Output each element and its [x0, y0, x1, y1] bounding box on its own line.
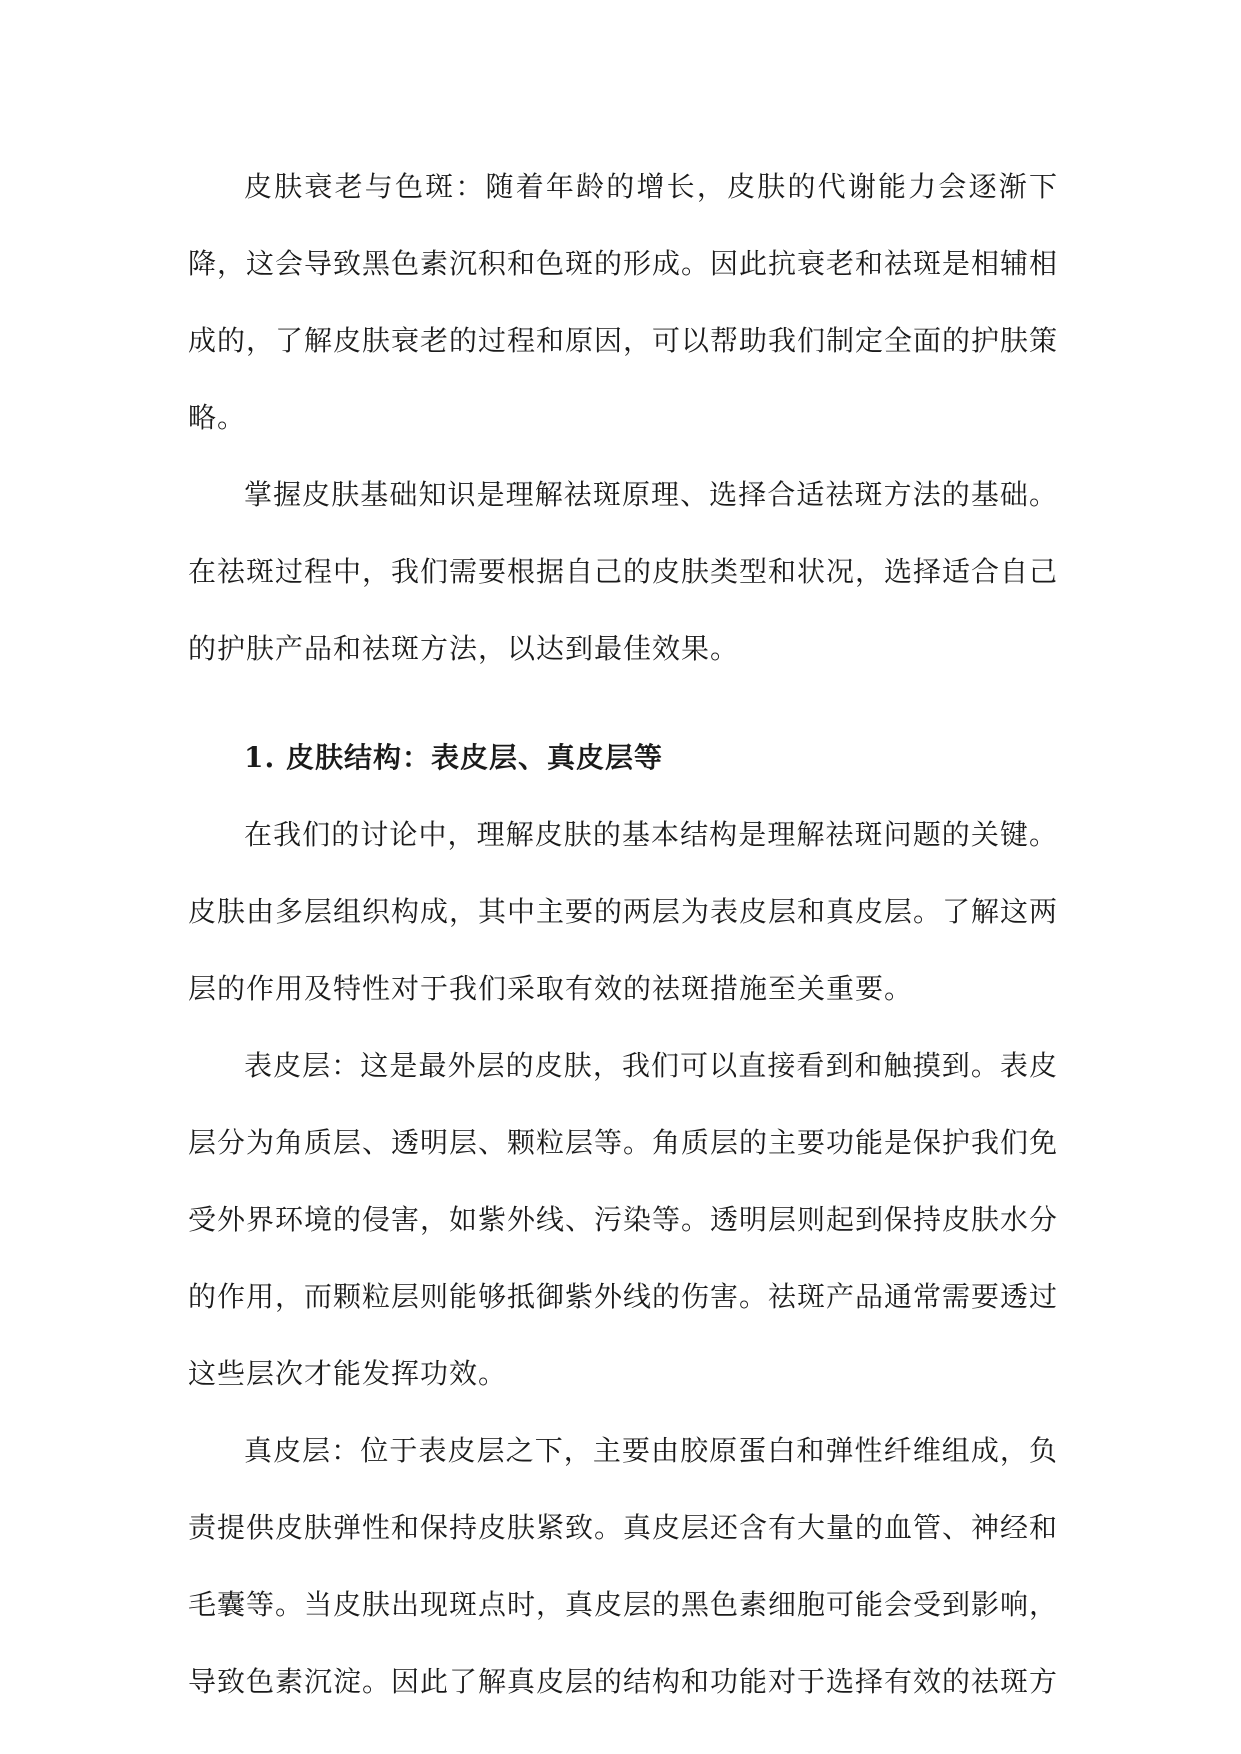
document-body — [188, 148, 1058, 1720]
section-heading-skin-structure: 1. 皮肤结构：表皮层、真皮层等 — [244, 741, 663, 774]
paragraph-epidermis: 表皮层：这是最外层的皮肤，我们可以直接看到和触摸到。表皮层分为角质层、透明层、颗粒层等。角质层的主要功能是保护我们免受外界环境的侵害，如紫外线、污染等。透明层则起到保持皮肤水分的作用，而颗粒层则能够抵御紫外线的伤害。祛斑产品通常需要透过这些层次才能发挥功效。 — [188, 1049, 1059, 1390]
paragraph-structure-intro: 在我们的讨论中，理解皮肤的基本结构是理解祛斑问题的关键。皮肤由多层组织构成，其中主要的两层为表皮层和真皮层。了解这两层的作用及特性对于我们采取有效的祛斑措施至关重要。 — [188, 818, 1059, 1005]
paragraph-skin-aging: 皮肤衰老与色斑：随着年龄的增长，皮肤的代谢能力会逐渐下降，这会导致黑色素沉积和色斑的形成。因此抗衰老和祛斑是相辅相成的，了解皮肤衰老的过程和原因，可以帮助我们制定全面的护肤策略。 — [188, 170, 1059, 434]
paragraph-dermis: 真皮层：位于表皮层之下，主要由胶原蛋白和弹性纤维组成，负责提供皮肤弹性和保持皮肤紧致。真皮层还含有大量的血管、神经和毛囊等。当皮肤出现斑点时，真皮层的黑色素细胞可能会受到影响，导致色素沉淀。因此了解真皮层的结构和功能对于选择有效的祛斑方 — [188, 1434, 1059, 1698]
section-spacer — [188, 687, 1058, 719]
paragraph-skin-basics: 掌握皮肤基础知识是理解祛斑原理、选择合适祛斑方法的基础。在祛斑过程中，我们需要根据自己的皮肤类型和状况，选择适合自己的护肤产品和祛斑方法，以达到最佳效果。 — [188, 478, 1059, 665]
